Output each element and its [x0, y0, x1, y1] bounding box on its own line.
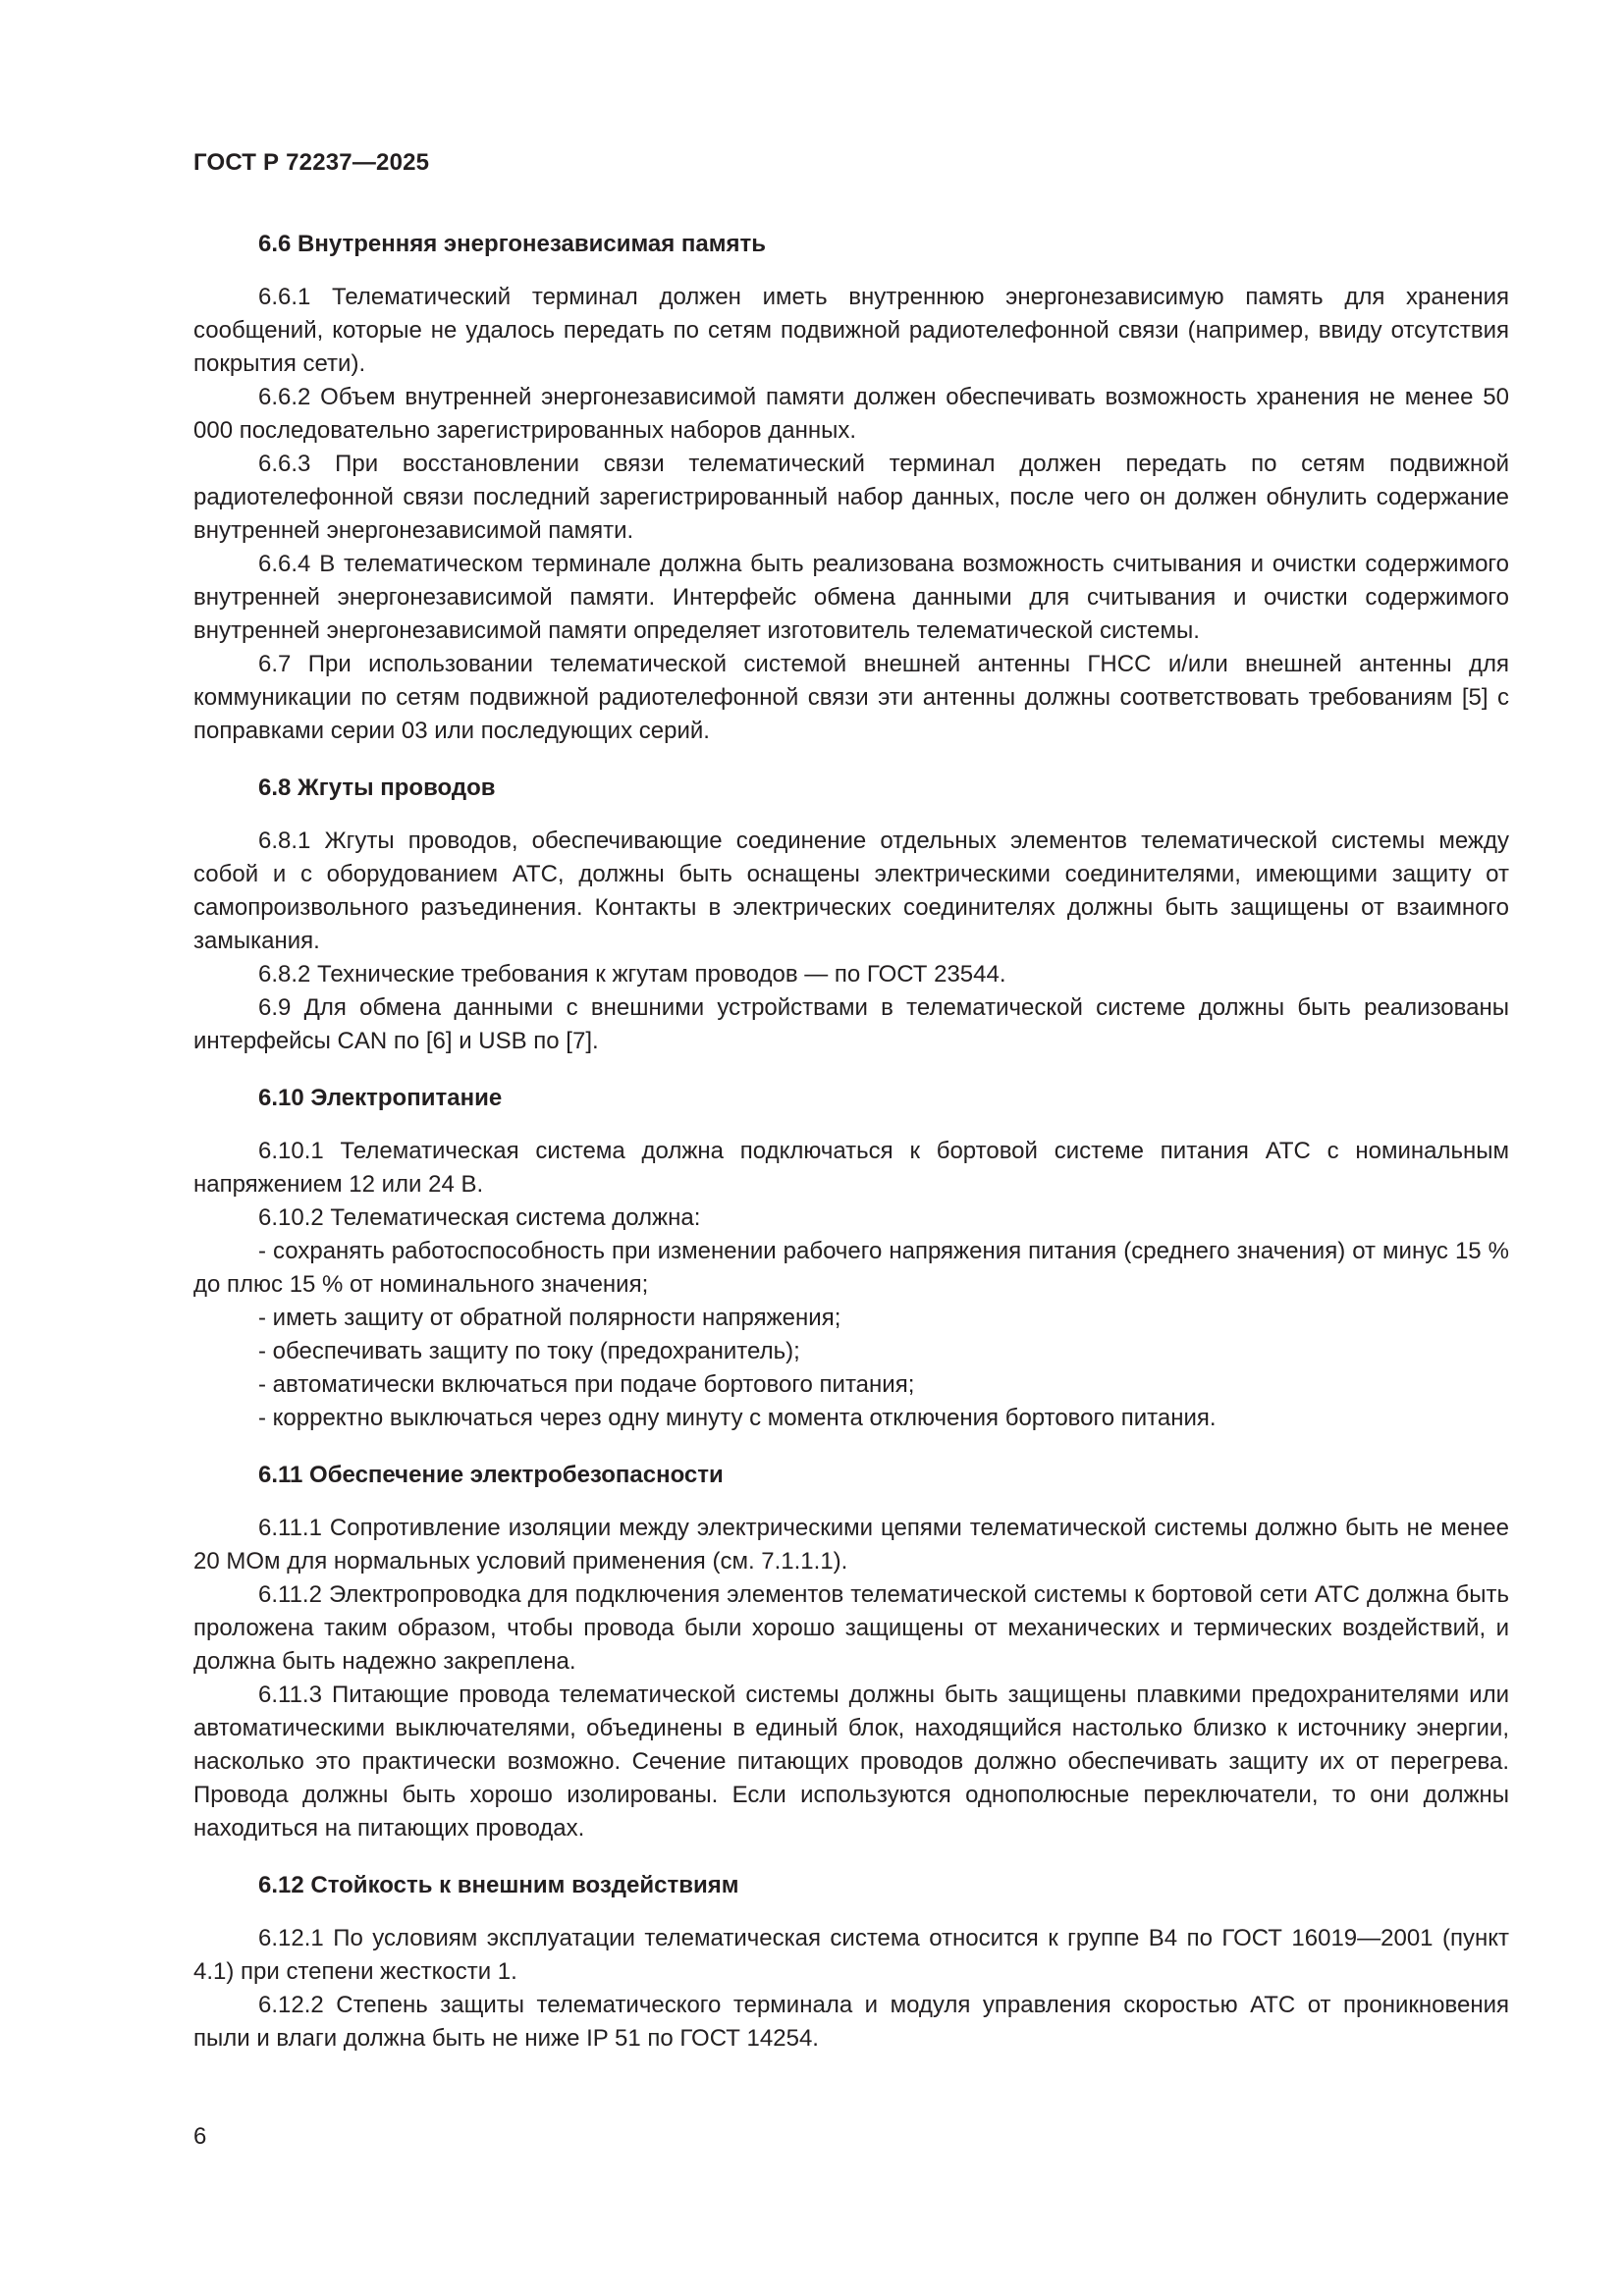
- list-item: - иметь защиту от обратной полярности напряжения;: [258, 1305, 841, 1331]
- list-item: - автоматически включаться при подаче бортового питания;: [258, 1371, 915, 1398]
- paragraph-6-6-2: 6.6.2 Объем внутренней энергонезависимой памяти должен обеспечивать возможность хранения не менее 50 000 последовательно зарегистрированных наборов данных.: [193, 384, 1509, 444]
- paragraph-6-7: 6.7 При использовании телематической системой внешней антенны ГНСС и/или внешней антенны для коммуникации по сетям подвижной радиотелефонной связи эти антенны должны соответствовать требованиям [5] с поправками серии 03 или последующих серий.: [193, 651, 1509, 744]
- list-item: - обеспечивать защиту по току (предохранитель);: [258, 1338, 800, 1364]
- paragraph-6-6-1: 6.6.1 Телематический терминал должен иметь внутреннюю энергонезависимую память для хранения сообщений, которые не удалось передать по сетям подвижной радиотелефонной связи (например, ввиду отсутствия покрытия сети).: [193, 284, 1509, 377]
- section-heading-6-8: 6.8 Жгуты проводов: [258, 774, 496, 801]
- paragraph-6-9: 6.9 Для обмена данными с внешними устройствами в телематической системе должны быть реализованы интерфейсы CAN по [6] и USB по [7].: [193, 994, 1509, 1054]
- paragraph-6-11-2: 6.11.2 Электропроводка для подключения элементов телематической системы к бортовой сети АТС должна быть проложена таким образом, чтобы провода были хорошо защищены от механических и термических воздействий, и должна быть надежно закреплена.: [193, 1581, 1509, 1675]
- section-heading-6-11: 6.11 Обеспечение электробезопасности: [258, 1462, 724, 1488]
- paragraph-6-8-1: 6.8.1 Жгуты проводов, обеспечивающие соединение отдельных элементов телематической системы между собой и с оборудованием АТС, должны быть оснащены электрическими соединителями, имеющими защиту от самопроизвольного разъединения. Контакты в электрических соединителях должны быть защищены от взаимного замыкания.: [193, 828, 1509, 954]
- paragraph-6-10-1: 6.10.1 Телематическая система должна подключаться к бортовой системе питания АТС с номинальным напряжением 12 или 24 В.: [193, 1138, 1509, 1198]
- paragraph-6-12-2: 6.12.2 Степень защиты телематического терминала и модуля управления скоростью АТС от проникновения пыли и влаги должна быть не ниже IP 51 по ГОСТ 14254.: [193, 1992, 1509, 2052]
- paragraph-6-6-3: 6.6.3 При восстановлении связи телематический терминал должен передать по сетям подвижной радиотелефонной связи последний зарегистрированный набор данных, после чего он должен обнулить содержание внутренней энергонезависимой памяти.: [193, 451, 1509, 544]
- paragraph-6-11-3: 6.11.3 Питающие провода телематической системы должны быть защищены плавкими предохранителями или автоматическими выключателями, объединены в единый блок, находящийся настолько близко к источнику энергии, насколько это практически возможно. Сечение питающих проводов должно обеспечивать защиту их от перегрева. Провода должны быть хорошо изолированы. Если используются однополюсные переключатели, то они должны находиться на питающих проводах.: [193, 1682, 1509, 1842]
- section-heading-6-10: 6.10 Электропитание: [258, 1085, 503, 1111]
- page-number: 6: [193, 2123, 207, 2150]
- list-item: - сохранять работоспособность при изменении рабочего напряжения питания (среднего значения) от минус 15 % до плюс 15 % от номинального значения;: [193, 1238, 1509, 1298]
- paragraph-6-10-2: 6.10.2 Телематическая система должна:: [258, 1204, 701, 1231]
- paragraph-6-12-1: 6.12.1 По условиям эксплуатации телематическая система относится к группе В4 по ГОСТ 16019—2001 (пункт 4.1) при степени жесткости 1.: [193, 1925, 1509, 1985]
- document-header-title: ГОСТ Р 72237—2025: [193, 149, 430, 176]
- list-item: - корректно выключаться через одну минуту с момента отключения бортового питания.: [258, 1405, 1217, 1431]
- section-heading-6-6: 6.6 Внутренняя энергонезависимая память: [258, 231, 767, 257]
- paragraph-6-11-1: 6.11.1 Сопротивление изоляции между электрическими цепями телематической системы должно быть не менее 20 МОм для нормальных условий применения (см. 7.1.1.1).: [193, 1515, 1509, 1575]
- section-heading-6-12: 6.12 Стойкость к внешним воздействиям: [258, 1872, 739, 1898]
- document-body: [193, 228, 1509, 2056]
- paragraph-6-8-2: 6.8.2 Технические требования к жгутам проводов — по ГОСТ 23544.: [258, 961, 1006, 988]
- paragraph-6-6-4: 6.6.4 В телематическом терминале должна быть реализована возможность считывания и очистки содержимого внутренней энергонезависимой памяти. Интерфейс обмена данными для считывания и очистки содержимого внутренней энергонезависимой памяти определяет изготовитель телематической системы.: [193, 551, 1509, 644]
